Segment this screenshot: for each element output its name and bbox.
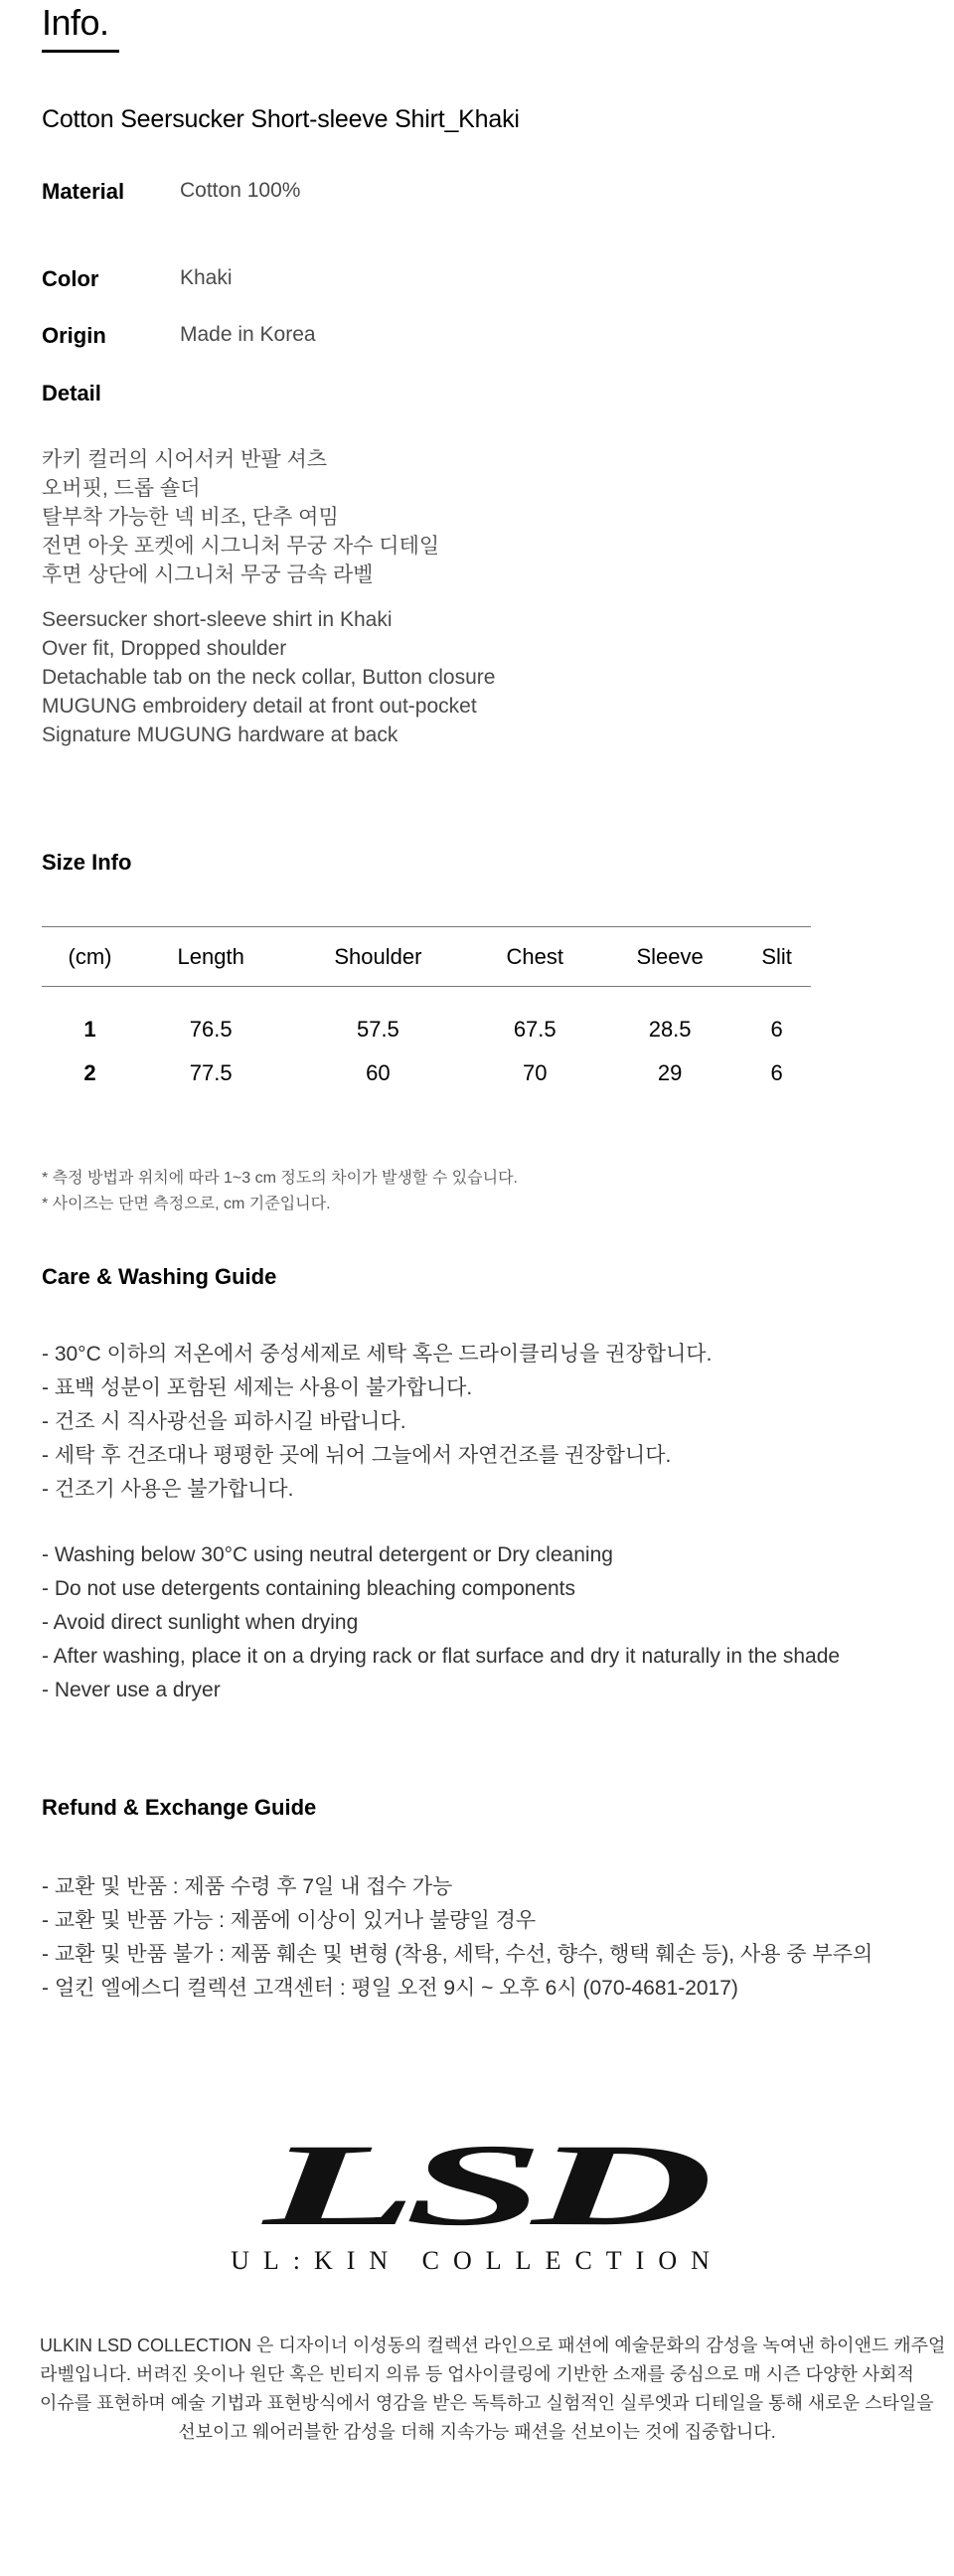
size-cell: 76.5 xyxy=(189,1017,233,1042)
material-value: Cotton 100% xyxy=(180,179,301,202)
size-cell: 6 xyxy=(770,1017,783,1042)
size-col-slit: Slit xyxy=(742,927,811,987)
size-cell: 6 xyxy=(770,1060,783,1085)
brand-about xyxy=(40,2332,946,2447)
origin-value: Made in Korea xyxy=(180,323,316,346)
detail-ko-line: 후면 상단에 시그니처 무궁 금속 라벨 xyxy=(42,564,374,586)
care-ko-line: - 표백 성분이 포함된 세제는 사용이 불가합니다. xyxy=(42,1376,473,1399)
detail-en-line: Signature MUGUNG hardware at back xyxy=(42,724,398,746)
size-label: 2 xyxy=(83,1060,96,1085)
size-cell: 28.5 xyxy=(648,1017,692,1042)
size-col-sleeve: Sleeve xyxy=(597,927,742,987)
about-line: 이슈를 표현하며 예술 기법과 표현방식에서 영감을 받은 독특하고 실험적인 실루엣과 디테일을 통해 새로운 스타일을 xyxy=(40,2393,934,2413)
care-ko-line: - 건조기 사용은 불가합니다. xyxy=(42,1478,294,1501)
product-name: Cotton Seersucker Short-sleeve Shirt_Khaki xyxy=(42,105,520,133)
detail-label: Detail xyxy=(42,381,101,405)
refund-heading: Refund & Exchange Guide xyxy=(42,1795,317,1820)
lsd-logo-mark xyxy=(253,2137,711,2236)
size-col-chest: Chest xyxy=(472,927,597,987)
about-line: 선보이고 웨어러블한 감성을 더해 지속가능 패션을 선보이는 것에 집중합니다. xyxy=(178,2422,776,2442)
care-ko-line: - 건조 시 직사광선을 피하시길 바랍니다. xyxy=(42,1410,406,1433)
care-en-line: - Do not use detergents containing bleaching components xyxy=(42,1577,576,1600)
color-value: Khaki xyxy=(180,266,233,289)
brand-logo xyxy=(0,2137,954,2286)
size-cell: 29 xyxy=(657,1060,683,1085)
origin-label: Origin xyxy=(42,323,106,348)
size-label: 1 xyxy=(83,1017,96,1042)
size-cell: 77.5 xyxy=(189,1060,233,1085)
info-title: Info. xyxy=(42,2,109,43)
table-row xyxy=(42,987,811,1052)
size-col-unit: (cm) xyxy=(42,927,138,987)
size-col-length: Length xyxy=(138,927,283,987)
refund-guide xyxy=(42,1870,873,2006)
care-english xyxy=(42,1538,840,1707)
care-en-line: - Never use a dryer xyxy=(42,1679,221,1701)
refund-line: - 교환 및 반품 가능 : 제품에 이상이 있거나 불량일 경우 xyxy=(42,1909,537,1932)
care-heading: Care & Washing Guide xyxy=(42,1264,277,1289)
size-table xyxy=(42,926,811,1095)
detail-ko-line: 전면 아웃 포켓에 시그니처 무궁 자수 디테일 xyxy=(42,535,440,558)
detail-ko-line: 카키 컬러의 시어서커 반팔 셔츠 xyxy=(42,448,328,471)
size-info-heading: Size Info xyxy=(42,850,132,875)
refund-line: - 교환 및 반품 불가 : 제품 훼손 및 변형 (착용, 세탁, 수선, 향수, 행택 훼손 등), 사용 중 부주의 xyxy=(42,1943,874,1966)
size-cell: 60 xyxy=(366,1060,391,1085)
lsd-logo-text: LSD xyxy=(260,2137,710,2236)
refund-line: - 교환 및 반품 : 제품 수령 후 7일 내 접수 가능 xyxy=(42,1875,453,1898)
info-title-underline xyxy=(42,50,119,53)
detail-ko-line: 오버핏, 드롭 숄더 xyxy=(42,477,201,500)
size-note: * 사이즈는 단면 측정으로, cm 기준입니다. xyxy=(42,1196,331,1212)
about-line: ULKIN LSD COLLECTION 은 디자이너 이성동의 컬렉션 라인으로 패션에 예술문화의 감성을 녹여낸 하이앤드 캐주얼 xyxy=(40,2335,946,2355)
size-cell: 57.5 xyxy=(356,1017,399,1042)
size-cell: 70 xyxy=(522,1060,548,1085)
about-line: 라벨입니다. 버려진 옷이나 원단 혹은 빈티지 의류 등 업사이클링에 기반한 소재를 중심으로 매 시즌 다양한 사회적 xyxy=(40,2364,914,2384)
size-note: * 측정 방법과 위치에 따라 1~3 cm 정도의 차이가 발생할 수 있습니다. xyxy=(42,1170,518,1187)
care-korean xyxy=(42,1338,712,1507)
brand-subtitle: UL:KIN COLLECTION xyxy=(231,2246,723,2275)
care-en-line: - Avoid direct sunlight when drying xyxy=(42,1611,359,1634)
size-table-header-row xyxy=(42,927,811,987)
detail-korean xyxy=(42,445,439,589)
detail-en-line: Seersucker short-sleeve shirt in Khaki xyxy=(42,608,393,631)
material-label: Material xyxy=(42,179,125,204)
care-en-line: - Washing below 30°C using neutral detergent or Dry cleaning xyxy=(42,1543,613,1566)
care-ko-line: - 세탁 후 건조대나 평평한 곳에 뉘어 그늘에서 자연건조를 권장합니다. xyxy=(42,1444,672,1467)
table-row xyxy=(42,1051,811,1095)
detail-en-line: MUGUNG embroidery detail at front out-pocket xyxy=(42,695,477,718)
size-cell: 67.5 xyxy=(513,1017,556,1042)
care-en-line: - After washing, place it on a drying rack or flat surface and dry it naturally in the shade xyxy=(42,1645,841,1668)
detail-en-line: Over fit, Dropped shoulder xyxy=(42,637,287,660)
refund-line: - 얼킨 엘에스디 컬렉션 고객센터 : 평일 오전 9시 ~ 오후 6시 (070-4681-2017) xyxy=(42,1977,738,2000)
color-label: Color xyxy=(42,266,99,291)
detail-en-line: Detachable tab on the neck collar, Button closure xyxy=(42,666,496,689)
detail-ko-line: 탈부착 가능한 넥 비조, 단추 여밈 xyxy=(42,506,339,529)
detail-english xyxy=(42,605,495,749)
size-col-shoulder: Shoulder xyxy=(283,927,472,987)
care-ko-line: - 30°C 이하의 저온에서 중성세제로 세탁 혹은 드라이클리닝을 권장합니다. xyxy=(42,1343,713,1366)
